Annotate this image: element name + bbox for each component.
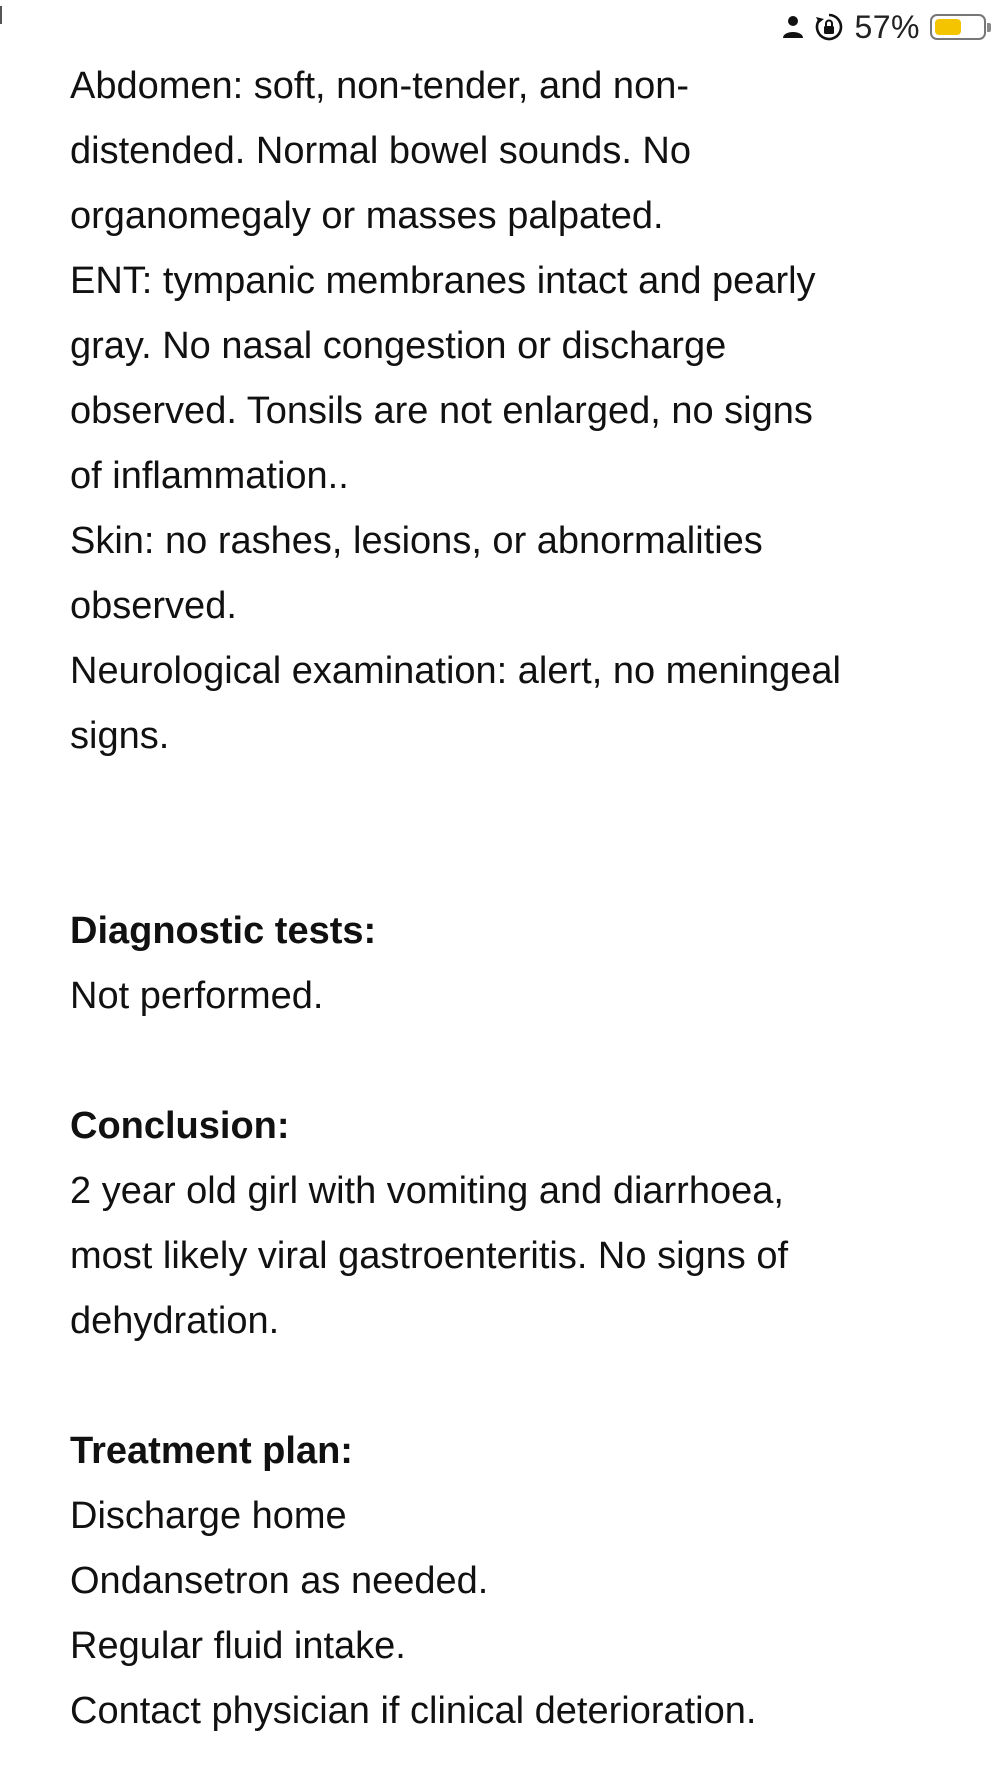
exam-line: gray. No nasal congestion or discharge	[70, 325, 727, 367]
section-spacer	[70, 769, 950, 899]
diagnostic-tests-line: Not performed.	[70, 975, 324, 1017]
exam-line: Abdomen: soft, non-tender, and non-	[70, 65, 689, 107]
conclusion-heading: Conclusion:	[70, 1105, 290, 1147]
status-icons	[782, 9, 986, 45]
section-spacer	[70, 1354, 950, 1419]
treatment-plan-line: Ondansetron as needed.	[70, 1560, 489, 1602]
person-icon	[782, 15, 804, 39]
diagnostic-tests-section	[70, 899, 950, 1029]
treatment-plan-line: Contact physician if clinical deterioration.	[70, 1690, 757, 1732]
battery-level-fill	[935, 19, 961, 35]
exam-line: observed.	[70, 585, 237, 627]
treatment-plan-heading: Treatment plan:	[70, 1430, 353, 1472]
exam-line: distended. Normal bowel sounds. No	[70, 130, 692, 172]
treatment-plan-section	[70, 1419, 950, 1744]
rotation-lock-icon	[814, 12, 844, 42]
treatment-plan-line: Discharge home	[70, 1495, 347, 1537]
exam-line: ENT: tympanic membranes intact and pearly	[70, 260, 816, 302]
battery-percentage: 57%	[854, 8, 920, 45]
exam-line: organomegaly or masses palpated.	[70, 195, 664, 237]
conclusion-line: dehydration.	[70, 1300, 280, 1342]
exam-line: Skin: no rashes, lesions, or abnormalities	[70, 520, 763, 562]
conclusion-line: most likely viral gastroenteritis. No signs of	[70, 1235, 789, 1277]
exam-line: observed. Tonsils are not enlarged, no signs	[70, 390, 813, 432]
exam-line: Neurological examination: alert, no meningeal	[70, 650, 842, 692]
clinical-note	[70, 54, 950, 1744]
status-bar	[0, 0, 1000, 56]
exam-line: of inflammation..	[70, 455, 349, 497]
section-spacer	[70, 1029, 950, 1094]
treatment-plan-line: Regular fluid intake.	[70, 1625, 406, 1667]
exam-line: signs.	[70, 715, 170, 757]
conclusion-line: 2 year old girl with vomiting and diarrhoea,	[70, 1170, 784, 1212]
edge-marker	[0, 6, 6, 24]
exam-findings	[70, 54, 950, 769]
diagnostic-tests-heading: Diagnostic tests:	[70, 910, 377, 952]
battery-icon	[930, 14, 986, 40]
conclusion-section	[70, 1094, 950, 1354]
